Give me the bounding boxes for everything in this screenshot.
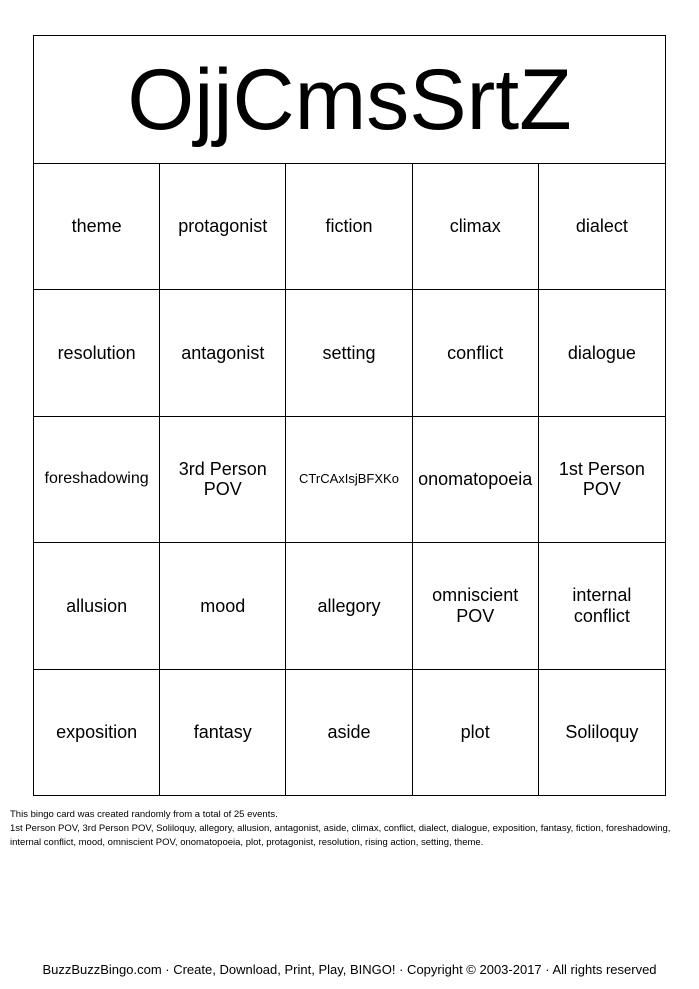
bingo-cell: dialect: [539, 164, 665, 290]
bingo-cell: foreshadowing: [34, 417, 160, 543]
bingo-cell: Soliloquy: [565, 722, 639, 743]
bingo-cell: aside: [286, 670, 412, 796]
bingo-grid: [34, 164, 665, 796]
bingo-cell: internal conflict: [539, 543, 665, 669]
bingo-cell: allusion: [34, 543, 160, 669]
bingo-cell: climax: [413, 164, 539, 290]
info-summary: This bingo card was created randomly from a total of 25 events.: [10, 809, 278, 820]
bingo-cell: allegory: [286, 543, 412, 669]
events-list: 1st Person POV, 3rd Person POV, Soliloquy, allegory, allusion, antagonist, aside, climax, conflict, dialect, dialogue, exposition, fantasy, fiction, foreshadowing, internal conflict, mood, omniscient POV, onomatopoeia, plot, protagonist, resolution, rising action, setting, theme.: [10, 823, 671, 848]
bingo-cell: CTrCAxIsjBFXKo: [286, 417, 412, 543]
bingo-cell: protagonist: [160, 164, 286, 290]
bingo-cell: plot: [413, 670, 539, 796]
bingo-cell: onomatopoeia: [413, 417, 539, 543]
bingo-cell: mood: [160, 543, 286, 669]
bingo-cell: exposition: [34, 670, 160, 796]
bingo-cell: setting: [286, 290, 412, 416]
card-info: [10, 808, 690, 850]
bingo-card: [33, 35, 666, 796]
bingo-cell: 1st Person POV: [539, 417, 665, 543]
bingo-cell: conflict: [413, 290, 539, 416]
bingo-cell: omniscient POV: [413, 543, 539, 669]
bingo-cell: 3rd Person POV: [160, 417, 286, 543]
footer-copyright: BuzzBuzzBingo.com · Create, Download, Print, Play, BINGO! · Copyright © 2003-2017 · All rights reserved: [42, 962, 657, 977]
bingo-cell: fiction: [286, 164, 412, 290]
card-title: OjjCmsSrtZ: [34, 36, 665, 164]
bingo-cell: theme: [34, 164, 160, 290]
bingo-cell: resolution: [34, 290, 160, 416]
bingo-cell: fantasy: [160, 670, 286, 796]
bingo-cell: dialogue: [539, 290, 665, 416]
bingo-cell: antagonist: [160, 290, 286, 416]
